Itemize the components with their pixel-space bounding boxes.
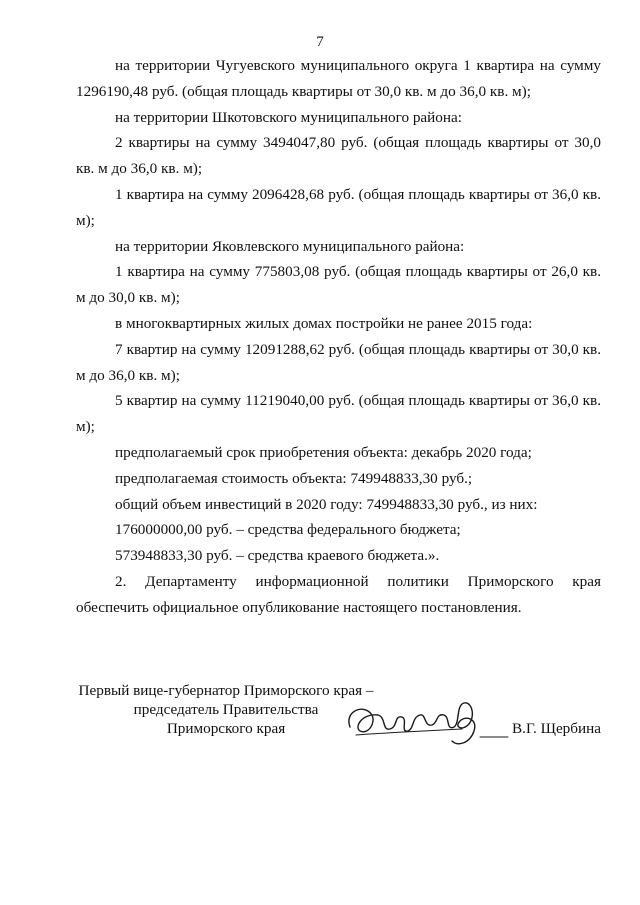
paragraph-new-buildings-heading: в многоквартирных жилых домах постройки не ранее 2015 года: [115,314,533,332]
paragraph-chuguevsky: на территории Чугуевского муниципального округа 1 квартира на сумму 1296190,48 руб. (общая площадь квартиры от 30,0 кв. м до 36,0 кв. м); [76,57,601,100]
paragraph-publication-order: 2. Департаменту информационной политики Приморского края обеспечить официальное опубликование настоящего постановления. [76,572,601,616]
signature-block [76,681,601,771]
document-body [76,53,601,621]
paragraph-total-investment: общий объем инвестиций в 2020 году: 749948833,30 руб., из них: [115,495,538,513]
paragraph-federal-budget: 176000000,00 руб. – средства федерального бюджета; [115,521,461,539]
signatory-title [76,681,376,738]
signatory-title-line-2: председатель Правительства [133,701,319,718]
paragraph-shkotovsky-item-1: 2 квартиры на сумму 3494047,80 руб. (общая площадь квартиры от 30,0 кв. м до 36,0 кв. м); [76,134,601,178]
signatory-title-line-1: Первый вице-губернатор Приморского края – [78,682,374,699]
handwritten-signature [342,691,512,751]
paragraph-yakovlevsky-item-1: 1 квартира на сумму 775803,08 руб. (общая площадь квартиры от 26,0 кв. м до 30,0 кв. м); [76,263,601,307]
paragraph-shkotovsky-heading: на территории Шкотовского муниципального района: [115,108,462,126]
paragraph-acquisition-date: предполагаемый срок приобретения объекта: декабрь 2020 года; [115,443,532,461]
signatory-name: В.Г. Щербина [512,720,601,737]
paragraph-shkotovsky-item-2: 1 квартира на сумму 2096428,68 руб. (общая площадь квартиры от 36,0 кв. м); [76,185,601,229]
paragraph-regional-budget: 573948833,30 руб. – средства краевого бюджета.». [115,547,440,565]
paragraph-yakovlevsky-heading: на территории Яковлевского муниципального района: [115,237,465,255]
signatory-title-line-3: Приморского края [166,720,286,737]
paragraph-new-buildings-item-2: 5 квартир на сумму 11219040,00 руб. (общая площадь квартиры от 36,0 кв. м); [76,392,601,436]
page-number: 7 [316,34,324,50]
paragraph-new-buildings-item-1: 7 квартир на сумму 12091288,62 руб. (общая площадь квартиры от 30,0 кв. м до 36,0 кв. м); [76,340,601,384]
paragraph-object-cost: предполагаемая стоимость объекта: 749948833,30 руб.; [115,469,473,487]
